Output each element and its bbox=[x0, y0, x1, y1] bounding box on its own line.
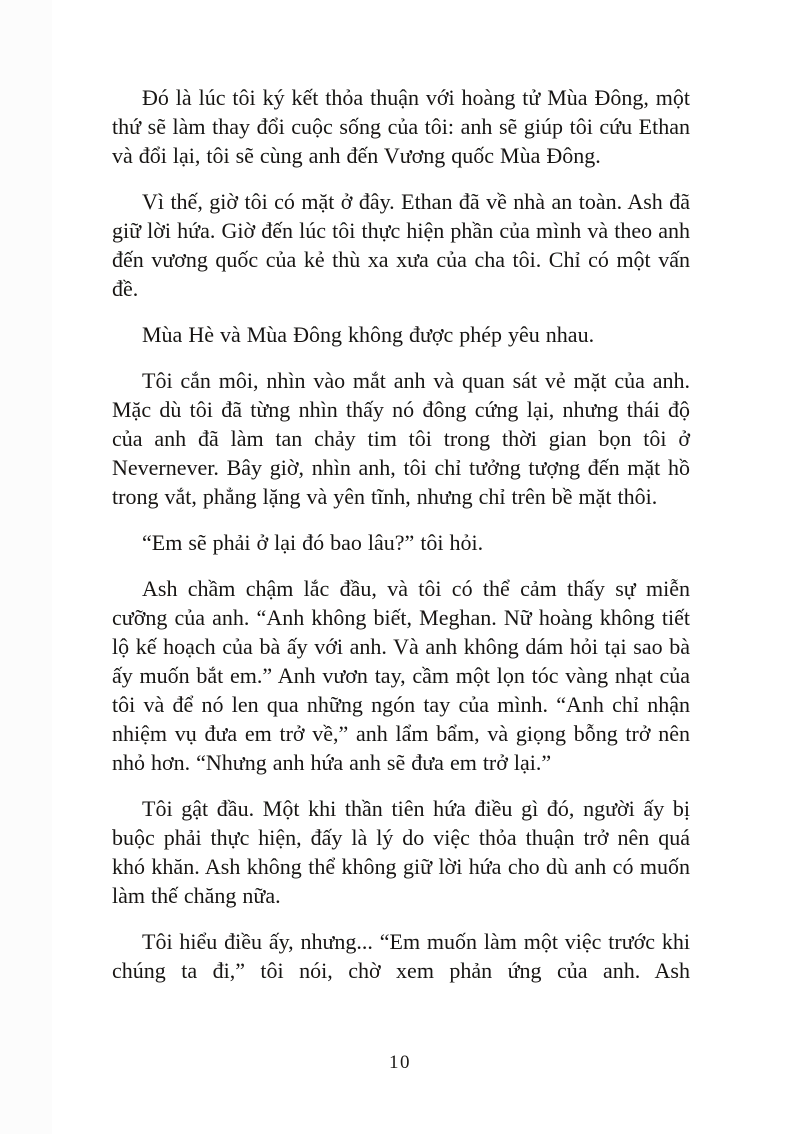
paragraph: Mùa Hè và Mùa Đông không được phép yêu nhau. bbox=[142, 322, 595, 347]
paragraph: Vì thế, giờ tôi có mặt ở đây. Ethan đã về nhà an toàn. Ash đã giữ lời hứa. Giờ đến lúc tôi thực hiện phần của mình và theo anh đến vương quốc của kẻ thù xa xưa của cha tôi. Chỉ có một vấn đề. bbox=[112, 189, 690, 301]
paragraph: Tôi cắn môi, nhìn vào mắt anh và quan sát vẻ mặt của anh. Mặc dù tôi đã từng nhìn thấy nó đông cứng lại, nhưng thái độ của anh đã làm tan chảy tim tôi trong thời gian bọn tôi ở Nevernever. Bây giờ, nhìn anh, tôi chỉ tưởng tượng đến mặt hồ trong vắt, phẳng lặng và yên tĩnh, nhưng chỉ trên bề mặt thôi. bbox=[112, 368, 690, 509]
text-block bbox=[112, 83, 690, 985]
paragraph: Đó là lúc tôi ký kết thỏa thuận với hoàng tử Mùa Đông, một thứ sẽ làm thay đổi cuộc sống của tôi: anh sẽ giúp tôi cứu Ethan và đổi lại, tôi sẽ cùng anh đến Vương quốc Mùa Đông. bbox=[112, 85, 690, 168]
page-number: 10 bbox=[389, 1052, 411, 1073]
paragraph: Tôi hiểu điều ấy, nhưng... “Em muốn làm một việc trước khi chúng ta đi,” tôi nói, chờ xem phản ứng của anh. Ash bbox=[112, 929, 690, 983]
scan-edge-shading bbox=[0, 0, 52, 1134]
paragraph: Tôi gật đầu. Một khi thần tiên hứa điều gì đó, người ấy bị buộc phải thực hiện, đấy là lý do việc thỏa thuận trở nên quá khó khăn. Ash không thể không giữ lời hứa cho dù anh có muốn làm thế chăng nữa. bbox=[112, 796, 690, 908]
paragraph: “Em sẽ phải ở lại đó bao lâu?” tôi hỏi. bbox=[142, 530, 484, 555]
paragraph: Ash chầm chậm lắc đầu, và tôi có thể cảm thấy sự miễn cưỡng của anh. “Anh không biết, Meghan. Nữ hoàng không tiết lộ kế hoạch của bà ấy với anh. Và anh không dám hỏi tại sao bà ấy muốn bắt em.” Anh vươn tay, cầm một lọn tóc vàng nhạt của tôi và để nó len qua những ngón tay của mình. “Anh chỉ nhận nhiệm vụ đưa em trở về,” anh lẩm bẩm, và giọng bỗng trở nên nhỏ hơn. “Nhưng anh hứa anh sẽ đưa em trở lại.” bbox=[112, 576, 690, 775]
